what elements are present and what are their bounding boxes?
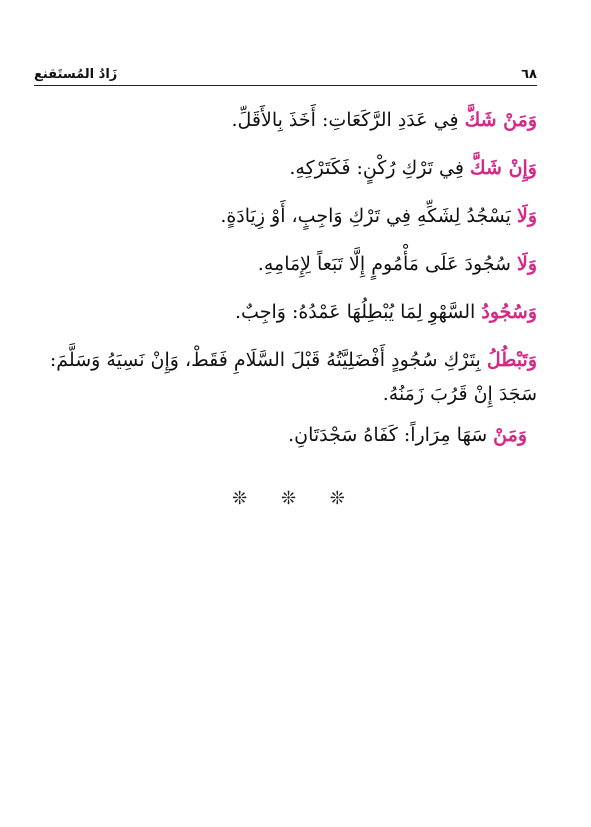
- paragraph-text: بِتَرْكِ سُجُودٍ أَفْضَلِيَّتُهُ قَبْلَ السَّلَامِ فَقَطْ، وَإِنْ نَسِيَهُ وَسَلَّمَ: سَجَدَ إِنْ قَرُبَ زَمَنُهُ.: [49, 349, 537, 405]
- paragraph-keyword: وَمَنْ: [493, 424, 527, 446]
- paragraph-text: سُجُودَ عَلَى مَأْمُومٍ إِلَّا تَبَعاً لِإِمَامِهِ.: [257, 253, 517, 275]
- paragraph-1: [40, 96, 537, 144]
- paragraph-keyword: وَتَبْطُلُ: [486, 349, 537, 371]
- paragraph-text: فِي تَرْكِ رُكْنٍ: فَكَتَرْكِهِ.: [289, 157, 471, 179]
- paragraph-keyword: وَلَا: [516, 205, 537, 227]
- paragraph-text: فِي عَدَدِ الرَّكَعَاتِ: أَخَذَ بِالأَقَلِّ.: [231, 109, 465, 131]
- paragraph-6: [40, 336, 537, 411]
- paragraph-7: [40, 411, 537, 459]
- book-title: زَادُ المُستَقنع: [34, 67, 118, 82]
- paragraph-5: [40, 288, 537, 336]
- main-text: [40, 96, 537, 459]
- paragraph-keyword: وَإِنْ شَكَّ: [470, 157, 537, 179]
- paragraph-text: يَسْجُدُ لِشَكِّهِ فِي تَرْكِ وَاجِبٍ، أَوْ زِيَادَةٍ.: [220, 205, 517, 227]
- paragraph-text: السَّهْوِ لِمَا يُبْطِلُهَا عَمْدُهُ: وَاجِبٌ.: [235, 301, 482, 323]
- section-separator: ❊ ❊ ❊: [232, 488, 359, 509]
- page-header: [34, 58, 537, 82]
- paragraph-2: [40, 144, 537, 192]
- header-divider: [34, 85, 537, 86]
- paragraph-keyword: وَمَنْ شَكَّ: [464, 109, 537, 131]
- paragraph-text: سَهَا مِرَاراً: كَفَاهُ سَجْدَتَانِ.: [288, 424, 494, 446]
- page-number: ٦٨: [521, 67, 537, 82]
- paragraph-3: [40, 192, 537, 240]
- paragraph-keyword: وَلَا: [516, 253, 537, 275]
- paragraph-4: [40, 240, 537, 288]
- paragraph-keyword: وَسُجُودُ: [481, 301, 537, 323]
